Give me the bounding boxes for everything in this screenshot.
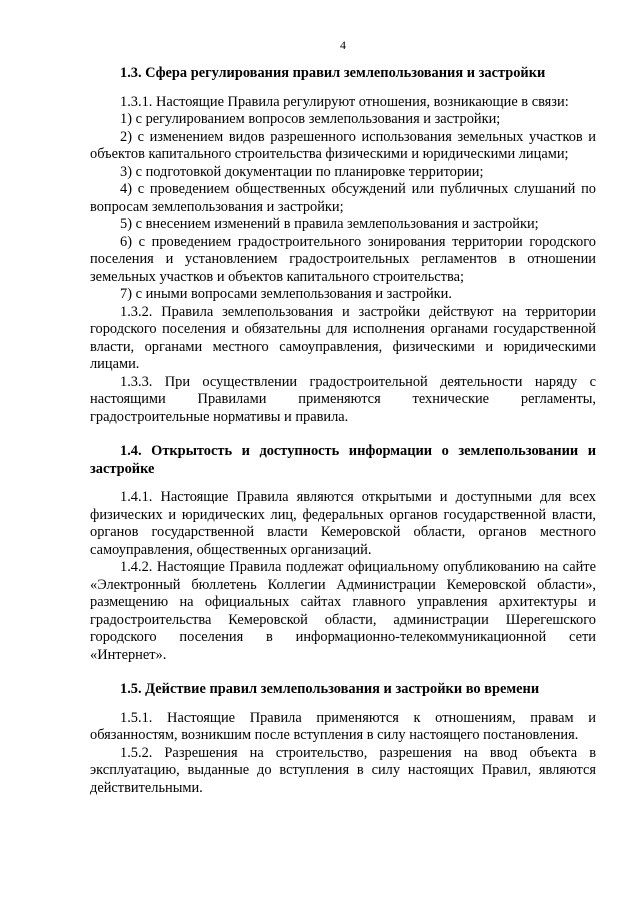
paragraph: 1.3.1. Настоящие Правила регулируют отношения, возникающие в связи: xyxy=(120,93,569,110)
paragraph: 6) с проведением градостроительного зонирования территории городского поселения и установлением градостроительных регламентов в отношении земельных участков и объектов капитального строительства; xyxy=(90,233,596,285)
paragraph: 1.3.2. Правила землепользования и застройки действуют на территории городского поселения и обязательны для исполнения органами государственной власти, органами местного самоуправления, физическими и юридическими лицами. xyxy=(90,303,596,372)
document-body xyxy=(90,65,596,797)
paragraph: 1) с регулированием вопросов землепользования и застройки; xyxy=(120,111,501,127)
paragraph: 1.4.1. Настоящие Правила являются открытыми и доступными для всех физических и юридических лиц, федеральных органов государственной власти, органов государственной власти Кемеровской области, органов местного самоуправления, общественных организаций. xyxy=(90,489,596,558)
section-1-4 xyxy=(90,443,596,664)
paragraph: 1.4.2. Настоящие Правила подлежат официальному опубликованию на сайте «Электронный бюллетень Коллегии Администрации Кемеровской области», размещению на официальных сайтах главного управления архитектуры и градостроительства Кемеровской области, администрации Шерегешского городского поселения в информационно-телекоммуникационной сети «Интернет». xyxy=(90,559,596,663)
section-1-3 xyxy=(90,65,596,426)
paragraph: 5) с внесением изменений в правила землепользования и застройки; xyxy=(120,216,539,232)
paragraph: 2) с изменением видов разрешенного использования земельных участков и объектов капитального строительства физическими и юридическими лицами; xyxy=(90,128,596,162)
page-number: 4 xyxy=(340,38,346,52)
section-heading: 1.3. Сфера регулирования правил землепользования и застройки xyxy=(120,65,546,81)
section-1-5 xyxy=(90,681,596,797)
paragraph: 1.3.3. При осуществлении градостроительной деятельности наряду с настоящими Правилами применяются технические регламенты, градостроительные нормативы и правила. xyxy=(90,373,596,425)
paragraph: 7) с иными вопросами землепользования и застройки. xyxy=(120,286,452,302)
paragraph: 1.5.2. Разрешения на строительство, разрешения на ввод объекта в эксплуатацию, выданные до вступления в силу настоящих Правил, являются действительными. xyxy=(90,744,596,796)
section-heading: 1.5. Действие правил землепользования и застройки во времени xyxy=(120,681,540,697)
paragraph: 3) с подготовкой документации по планировке территории; xyxy=(120,163,484,180)
paragraph: 4) с проведением общественных обсуждений или публичных слушаний по вопросам землепользования и застройки; xyxy=(90,181,596,215)
section-heading: 1.4. Открытость и доступность информации о землепользовании и застройке xyxy=(90,443,596,477)
paragraph: 1.5.1. Настоящие Правила применяются к отношениям, правам и обязанностям, возникшим после вступления в силу настоящего постановления. xyxy=(90,709,596,743)
